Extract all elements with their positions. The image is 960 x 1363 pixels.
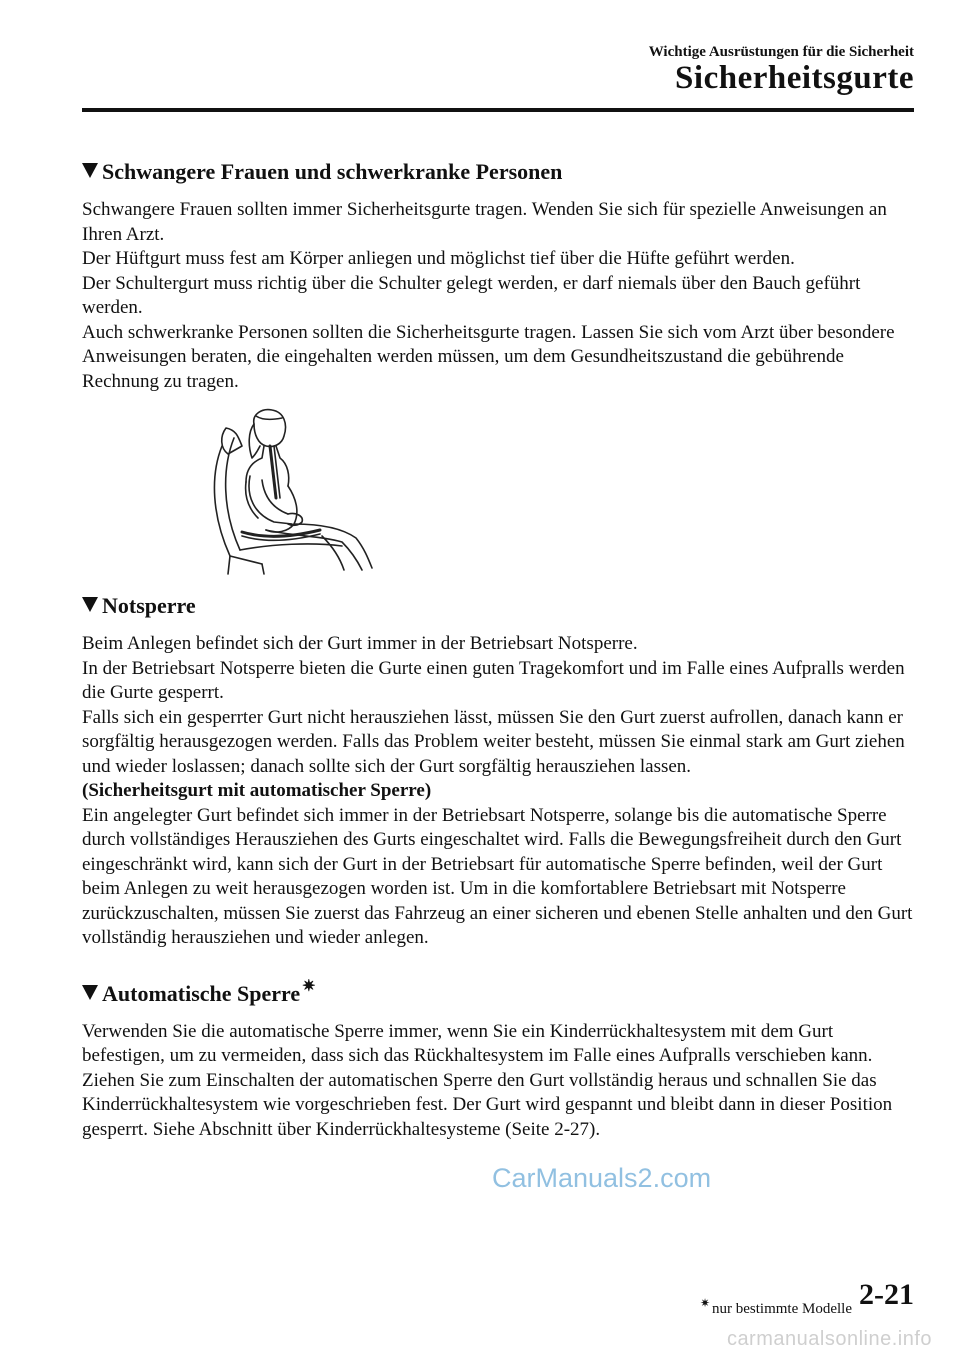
subheading: (Sicherheitsgurt mit automatischer Sperre) [82, 780, 432, 801]
paragraph: Schwangere Frauen sollten immer Sicherheitsgurte tragen. Wenden Sie sich für spezielle Anweisungen an Ihren Arzt. [82, 199, 887, 245]
paragraph: Verwenden Sie die automatische Sperre immer, wenn Sie ein Kinderrückhaltesystem mit dem Gurt befestigen, um zu vermeiden, dass sich das Rückhaltesystem im Falle eines Aufpralls verschieben kann. Ziehen Sie zum Einschalten der automatischen Sperre den Gurt vollständig heraus und schnallen Sie das Kinderrückhaltesystem wie vorgeschrieben fest. Der Gurt wird gespannt und bleibt dann in dieser Position gesperrt. Siehe Abschnitt über Kinderrückhaltesysteme (Seite 2-27). [82, 1020, 893, 1140]
watermark-footer: carmanualsonline.info [726, 1328, 932, 1350]
section-heading-notsperre [82, 590, 914, 622]
footer-note-text: nur bestimmte Modelle [712, 1301, 852, 1317]
paragraph: In der Betriebsart Notsperre bieten die Gurte einen guten Tragekomfort und im Falle eines Aufpralls werden die Gurte gesperrt. [82, 657, 905, 703]
paragraph: Beim Anlegen befindet sich der Gurt immer in der Betriebsart Notsperre. [82, 633, 638, 654]
header-rule [82, 108, 914, 112]
paragraph: Falls sich ein gesperrter Gurt nicht herausziehen lässt, müssen Sie den Gurt zuerst aufrollen, danach kann er sorgfältig herausgezogen werden. Falls das Problem weiter besteht, müssen Sie einmal stark am Gurt ziehen und wieder loslassen; danach sollte sich der Gurt sorgfältig herausziehen lassen. [82, 706, 905, 777]
pregnant-woman-seatbelt-illustration [192, 406, 382, 576]
section-heading-text: Schwangere Frauen und schwerkranke Personen [102, 159, 563, 184]
footer-note [700, 1296, 852, 1318]
paragraph: Der Hüftgurt muss fest am Körper anliegen und möglichst tief über die Hüfte geführt werden. [82, 248, 795, 269]
page-number: 2-21 [859, 1278, 914, 1311]
asterisk-star-icon: ✷ [302, 977, 316, 995]
paragraph: Der Schultergurt muss richtig über die Schulter gelegt werden, er darf niemals über den Bauch geführt werden. [82, 272, 861, 318]
section-heading-text: Automatische Sperre [102, 980, 301, 1006]
triangle-bullet-icon [82, 985, 98, 1000]
paragraph: Ein angelegter Gurt befindet sich immer in der Betriebsart Notsperre, solange bis die automatische Sperre durch vollständiges Herausziehen des Gurts eingeschaltet wird. Falls die Bewegungsfreiheit durch den Gurt eingeschränkt wird, kann sich der Gurt in der Betriebsart für automatische Sperre befinden, weil der Gurt beim Anlegen zu weit herausgezogen worden ist. Um in die komfortablere Betriebsart mit Notsperre zurückzuschalten, müssen Sie zuerst das Fahrzeug an einer sicheren und ebenen Stelle anhalten und den Gurt vollständig herausziehen und wieder anlegen. [82, 804, 913, 948]
watermark-overlay: CarManuals2.com [492, 1163, 712, 1193]
asterisk-star-icon: ✷ [699, 1296, 711, 1310]
page-content [82, 156, 914, 1142]
section-heading-pregnant [82, 156, 914, 188]
section-heading-text: Notsperre [102, 593, 196, 618]
section-heading-automatische-sperre [82, 971, 914, 1010]
page-header-title: Sicherheitsgurte [675, 60, 914, 96]
triangle-bullet-icon [82, 163, 98, 178]
page-header-subtitle: Wichtige Ausrüstungen für die Sicherheit [648, 44, 914, 60]
paragraph: Auch schwerkranke Personen sollten die Sicherheitsgurte tragen. Lassen Sie sich vom Arzt über besondere Anweisungen beraten, die eingehalten werden müssen, um dem Gesundheitszustand die gebührende Rechnung zu tragen. [82, 321, 895, 392]
triangle-bullet-icon [82, 597, 98, 612]
